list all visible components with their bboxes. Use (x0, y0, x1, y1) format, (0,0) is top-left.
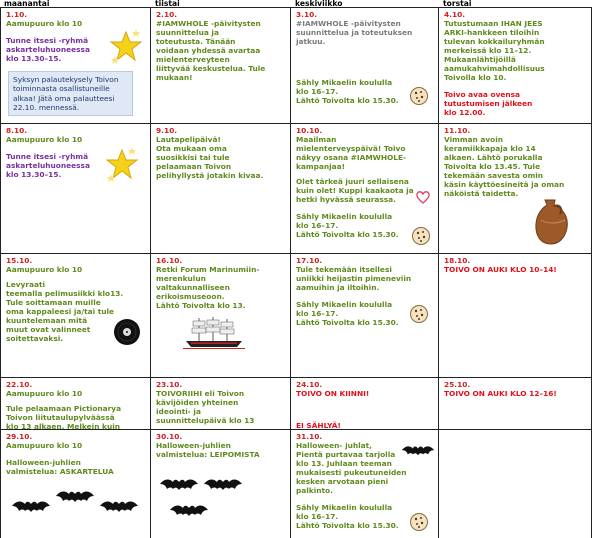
text-line: erikoismuseoon. (156, 292, 225, 302)
text-line: näköistä taidetta. (444, 189, 519, 199)
tall-ship-icon (183, 316, 245, 350)
cookie-icon (409, 86, 429, 106)
day-cell-24-10 (291, 378, 439, 430)
date-label: 17.10. (296, 256, 323, 265)
text-line: mielenterveyteen (156, 55, 230, 65)
text-line: tekemään savesta omin (444, 171, 544, 181)
text-line: kävijöiden yhteinen (156, 398, 239, 408)
text-line: TOIVORIIHI eli Toivon (156, 389, 245, 399)
text-line: klo 12.00. (444, 108, 486, 118)
day-cell-3-10 (291, 8, 439, 124)
text-line: Pientä purtavaa tarjolla (296, 450, 396, 460)
text-line: merenkulun (156, 274, 206, 284)
feedback-note (8, 71, 133, 116)
text-line: Tule tekemään itsellesi (296, 265, 392, 275)
sahly-line: Sähly Mikaelin koululla (296, 78, 393, 87)
text-line: kesken arvotaan pieni (296, 477, 389, 487)
sahly-line: Sähly Mikaelin koululla (296, 212, 393, 222)
day-cell-16-10 (151, 254, 291, 378)
date-label: 10.10. (296, 126, 323, 135)
text-line: kampanjaa! (296, 162, 346, 172)
date-label: 3.10. (296, 10, 318, 19)
text-line: klo 13. Juhlaan teeman (296, 459, 392, 469)
sahly-line: klo 16–17. (296, 309, 339, 319)
cookie-icon (409, 512, 429, 532)
text-line: valtakunnalliseen (156, 283, 230, 293)
text-line: alkaen. Lähtö porukalla (444, 153, 543, 163)
text-line: suunnittelua ja (156, 28, 219, 38)
text-line: EI SÄHLYÄ! (296, 421, 341, 430)
text-line: Retki Forum Marinumiin- (156, 265, 260, 275)
text-line: hetki hyvässä seurassa. (296, 195, 396, 205)
date-label: 8.10. (6, 126, 28, 135)
text-line: keramiikkapaja klo 14 (444, 144, 536, 154)
text-line: valmistelua: LEIPOMISTA (156, 450, 260, 460)
text-line: liittyvää keskustelua. Tule (156, 64, 266, 74)
sahly-line: klo 16–17. (296, 221, 339, 231)
text-line: soitettavaksi. (6, 334, 64, 344)
header-thursday: torstai (439, 0, 592, 8)
sahly-line: Lähtö Toivolta klo 15.30. (296, 521, 399, 531)
day-cell-8-10 (0, 124, 151, 254)
bat-icon (401, 442, 435, 460)
text-line: Toivolla klo 10. (444, 73, 507, 83)
day-cell-10-10 (291, 124, 439, 254)
sahly-line: Lähtö Toivolta klo 15.30. (296, 318, 399, 328)
day-cell-23-10 (151, 378, 291, 430)
text-line: teemalla pelimusiikki klo13. (6, 289, 124, 299)
day-cell-empty (439, 430, 592, 538)
note-line: alkaa! Jätä oma palautteesi (13, 93, 115, 103)
text-line: palkinto. (296, 486, 333, 496)
text-line: mukaan! (156, 73, 193, 83)
header-tuesday: tiistai (151, 0, 291, 8)
text-line: Halloween-juhlien (156, 441, 231, 451)
text-line: merkeissä klo 11–12. (444, 46, 532, 56)
text-line: voidaan yhdessä avartaa (156, 46, 261, 56)
text-line: oma kappaleesi ja/tai tule (6, 307, 115, 317)
text-line: muut ovat valinneet (6, 325, 91, 335)
text-line: #IAMWHOLE -päivitysten (296, 19, 401, 29)
text-line: klo 13.30–15. (6, 54, 62, 64)
text-line: suosikkisi tai tule (156, 153, 230, 163)
text-line: Tutustumaan IHAN JEES (444, 19, 543, 29)
date-label: 30.10. (156, 432, 183, 441)
cookie-icon (409, 304, 429, 324)
text-line: aamukahvimahdollisuus (444, 64, 545, 74)
text-line: Halloween-juhlien (6, 458, 81, 468)
text-line: näkyy osana #IAMWHOLE- (296, 153, 407, 163)
text-line: Tunne itsesi -ryhmä (6, 152, 89, 162)
text-line: Olet tärkeä juuri sellaisena (296, 177, 409, 187)
note-line: Syksyn palautekysely Toivon (13, 75, 119, 85)
text-line: pelaamaan Toivon (156, 162, 232, 172)
text-line: pelihyllystä jotakin kivaa. (156, 171, 264, 181)
vinyl-record-icon (113, 318, 141, 346)
note-line: toiminnasta osallistuneille (13, 84, 110, 94)
day-cell-25-10 (439, 378, 592, 430)
text-line: Aamupuuro klo 10 (6, 389, 83, 399)
text-line: Levyraati (6, 280, 46, 290)
day-cell-15-10 (0, 254, 151, 378)
bat-icon (55, 488, 95, 506)
cookie-icon (411, 226, 431, 246)
text-line: TOIVO ON KIINNI! (296, 389, 370, 399)
text-line: Aamupuuro klo 10 (6, 135, 83, 145)
text-line: klo 13 alkaen. Melkein kuin (6, 422, 121, 430)
date-label: 2.10. (156, 10, 178, 19)
date-label: 23.10. (156, 380, 183, 389)
note-line: 22.10. mennessä. (13, 102, 80, 112)
day-cell-22-10 (0, 378, 151, 430)
text-line: uniikki heijastin pimeneviin (296, 274, 412, 284)
text-line: käsin käyttöesineitä ja oman (444, 180, 565, 190)
date-label: 16.10. (156, 256, 183, 265)
text-line: Vimman avoin (444, 135, 504, 145)
text-line: suunnittelua ja toteutuksen (296, 28, 413, 38)
sahly-line: Lähtö Toivolta klo 15.30. (296, 96, 399, 106)
text-line: askarteluhuoneessa (6, 161, 90, 171)
sahly-line: klo 16–17. (296, 87, 339, 97)
day-cell-9-10 (151, 124, 291, 254)
day-cell-4-10 (439, 8, 592, 124)
text-line: mukaisesti pukeutuneiden (296, 468, 407, 478)
text-line: valmistelua: ASKARTELUA (6, 467, 114, 477)
date-label: 9.10. (156, 126, 178, 135)
date-label: 15.10. (6, 256, 33, 265)
text-line: tulevan kokkailuryhmän (444, 37, 545, 47)
heart-icon (415, 190, 431, 204)
day-cell-1-10 (0, 8, 151, 124)
date-label: 11.10. (444, 126, 471, 135)
date-label: 31.10. (296, 432, 323, 441)
day-cell-31-10 (291, 430, 439, 538)
text-line: tutustumisen jälkeen (444, 99, 533, 109)
text-line: klo 13.30–15. (6, 170, 62, 180)
text-line: Halloween- juhlat, (296, 441, 372, 451)
sahly-line: Sähly Mikaelin koululla (296, 300, 393, 310)
text-line: TOIVO ON AUKI KLO 12–16! (444, 389, 557, 399)
text-line: Tule soittamaan muille (6, 298, 101, 308)
date-label: 18.10. (444, 256, 471, 265)
date-label: 24.10. (296, 380, 323, 389)
text-line: mielenterveyspäivä! Toivo (296, 144, 406, 154)
text-line: Tunne itsesi -ryhmä (6, 36, 89, 46)
date-label: 29.10. (6, 432, 33, 441)
text-line: Maailman (296, 135, 337, 145)
header-wednesday: keskiviikko (291, 0, 439, 8)
text-line: Mukaanlähtijöillä (444, 55, 516, 65)
text-line: Tule pelaamaan Pictionarya (6, 404, 122, 414)
text-line: Toivon liitutaulupylväässä (6, 413, 115, 423)
text-line: Ota mukaan oma (156, 144, 227, 154)
text-line: #IAMWHOLE -päivitysten (156, 19, 261, 29)
sahly-line: klo 16–17. (296, 512, 339, 522)
text-line: TOIVO ON AUKI KLO 10–14! (444, 265, 557, 275)
text-line: suunnittelupäivä klo 13 (156, 416, 255, 426)
text-line: toteutusta. Tänään (156, 37, 236, 47)
text-line: ideointi- ja (156, 407, 201, 417)
date-label: 1.10. (6, 10, 28, 19)
text-line: Lähtö Toivolta klo 13. (156, 301, 246, 311)
day-cell-29-10 (0, 430, 151, 538)
bat-icon (203, 476, 243, 494)
text-line: jatkuu. (296, 37, 326, 47)
date-label: 4.10. (444, 10, 466, 19)
text-line: kuuntelemaan mitä (6, 316, 88, 326)
header-monday: maanantai (0, 0, 151, 8)
text-line: askarteluhuoneessa (6, 45, 90, 55)
text-line: Aamupuuro klo 10 (6, 19, 83, 29)
text-line: Toivo avaa ovensa (444, 90, 521, 100)
bat-icon (169, 502, 209, 520)
text-line: Aamupuuro klo 10 (6, 265, 83, 275)
star-cluster-icon (105, 146, 139, 186)
text-line: Aamupuuro klo 10 (6, 441, 83, 451)
bat-icon (99, 498, 139, 516)
day-cell-18-10 (439, 254, 592, 378)
day-cell-2-10 (151, 8, 291, 124)
text-line: kuin olet! Kuppi kaakaota ja (296, 186, 414, 196)
text-line: Toivolta klo 13.45. Tule (444, 162, 541, 172)
text-line: aamuihin ja iltoihin. (296, 283, 380, 293)
day-cell-30-10 (151, 430, 291, 538)
text-line: Lautapelipäivä! (156, 135, 221, 145)
date-label: 25.10. (444, 380, 471, 389)
star-cluster-icon (109, 28, 143, 68)
text-line: ARKI-hankkeen tiloihin (444, 28, 540, 38)
bat-icon (159, 476, 199, 494)
day-cell-11-10 (439, 124, 592, 254)
sahly-line: Sähly Mikaelin koululla (296, 503, 393, 513)
day-cell-17-10 (291, 254, 439, 378)
sahly-line: Lähtö Toivolta klo 15.30. (296, 230, 399, 240)
clay-vase-icon (529, 196, 575, 246)
date-label: 22.10. (6, 380, 33, 389)
bat-icon (11, 498, 51, 516)
